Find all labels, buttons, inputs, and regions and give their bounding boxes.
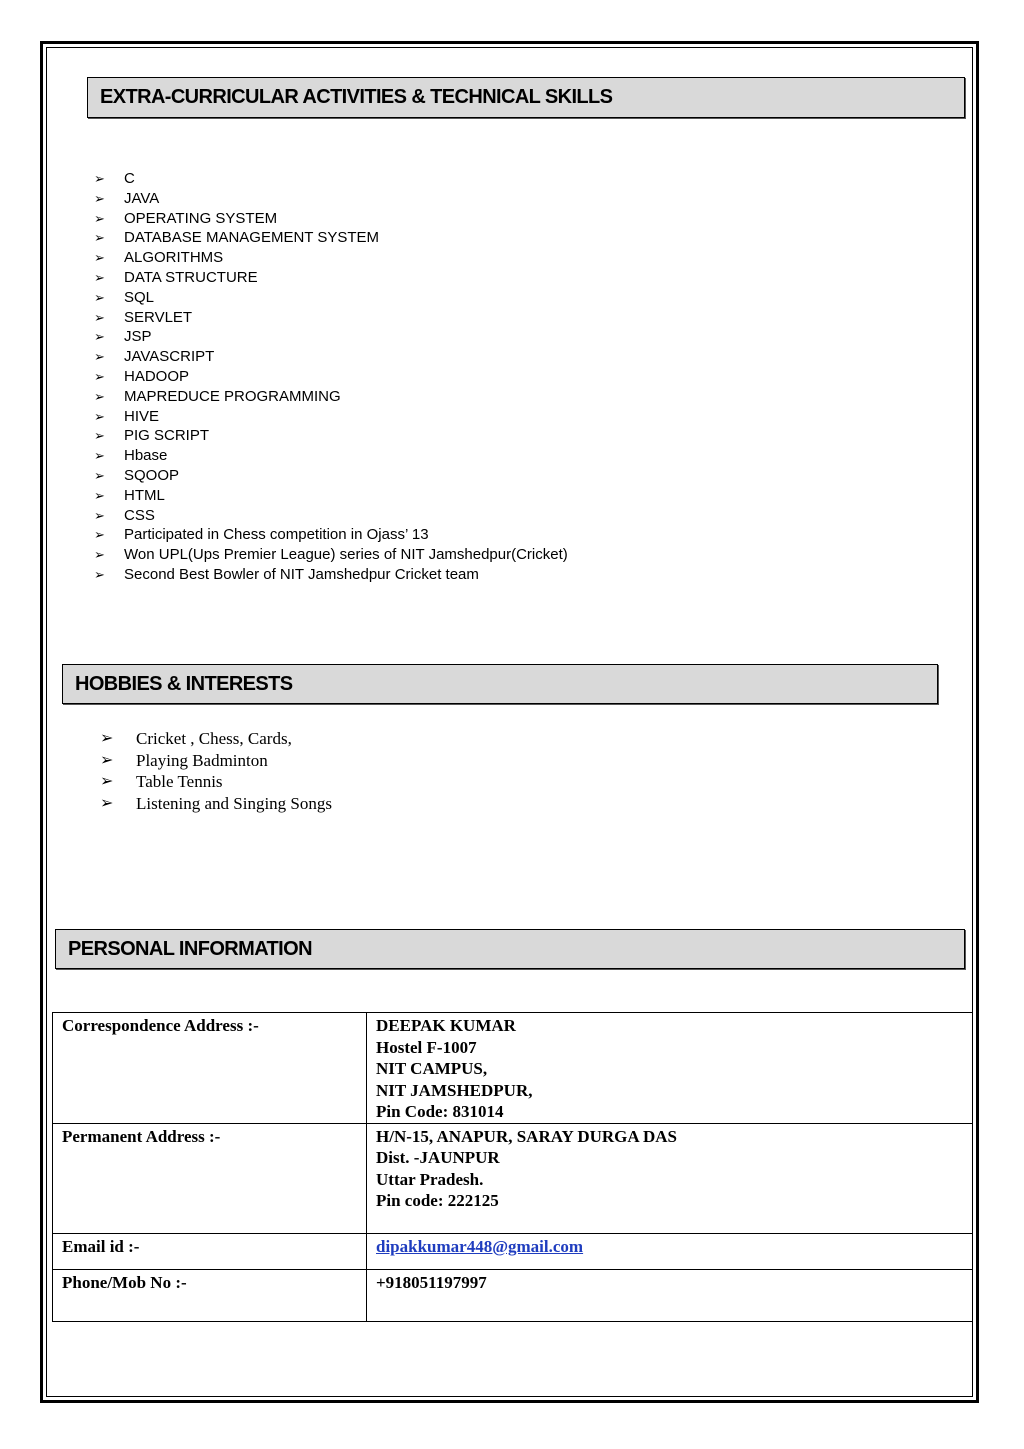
arrow-bullet-icon: ➢ [94, 547, 105, 563]
list-item: ➢ C [94, 170, 135, 187]
list-item: ➢ DATABASE MANAGEMENT SYSTEM [94, 229, 380, 247]
arrow-bullet-icon: ➢ [94, 487, 105, 503]
list-item: ➢ Table Tennis [100, 772, 223, 791]
arrow-bullet-icon: ➢ [94, 448, 105, 464]
arrow-bullet-icon: ➢ [94, 507, 105, 523]
arrow-bullet-icon: ➢ [94, 309, 105, 325]
list-item: ➢ Second Best Bowler of NIT Jamshedpur Cricket team [94, 565, 479, 583]
phone-value: +918051197997 [367, 1269, 973, 1321]
arrow-bullet-icon: ➢ [94, 230, 105, 246]
hobbies-section-header [62, 664, 938, 704]
arrow-bullet-icon: ➢ [100, 751, 114, 769]
personal-info-table [52, 1012, 973, 1322]
arrow-bullet-icon: ➢ [94, 467, 105, 483]
list-item: ➢ HIVE [94, 407, 160, 425]
arrow-bullet-icon: ➢ [94, 368, 105, 384]
arrow-bullet-icon: ➢ [94, 428, 105, 444]
permanent-address: H/N-15, ANAPUR, SARAY DURGA DAS Dist. -JAUNPUR Uttar Pradesh. Pin code: 222125 [367, 1123, 973, 1233]
arrow-bullet-icon: ➢ [94, 289, 105, 305]
arrow-bullet-icon: ➢ [94, 527, 105, 543]
personal-section-header [55, 929, 965, 969]
arrow-bullet-icon: ➢ [94, 566, 105, 582]
arrow-bullet-icon: ➢ [100, 730, 114, 747]
list-item: ➢ Participated in Chess competition in Ojass’ 13 [94, 526, 429, 544]
list-item: ➢ JAVASCRIPT [94, 348, 215, 366]
hobbies-section-title: HOBBIES & INTERESTS [75, 672, 293, 695]
list-item: ➢ Playing Badminton [100, 750, 268, 770]
list-item: ➢ SERVLET [94, 308, 193, 326]
arrow-bullet-icon: ➢ [100, 794, 114, 812]
list-item: ➢ JSP [94, 328, 152, 346]
skills-list [94, 169, 568, 585]
arrow-bullet-icon: ➢ [100, 773, 114, 790]
correspondence-label: Correspondence Address :- [53, 1013, 367, 1124]
list-item: ➢ Hbase [94, 447, 168, 465]
list-item: ➢ Listening and Singing Songs [100, 793, 332, 813]
skills-section-header [87, 77, 965, 118]
list-item: ➢ HTML [94, 486, 165, 504]
hobbies-list [100, 728, 332, 814]
list-item: ➢ OPERATING SYSTEM [94, 209, 278, 227]
list-item: ➢ DATA STRUCTURE [94, 268, 258, 286]
list-item: ➢ Won UPL(Ups Premier League) series of NIT Jamshedpur(Cricket) [94, 546, 568, 564]
arrow-bullet-icon: ➢ [94, 250, 105, 266]
arrow-bullet-icon: ➢ [94, 190, 105, 206]
email-link[interactable]: dipakkumar448@gmail.com [376, 1236, 584, 1256]
list-item: ➢ HADOOP [94, 367, 190, 385]
email-label: Email id :- [53, 1233, 367, 1269]
arrow-bullet-icon: ➢ [94, 388, 105, 404]
arrow-bullet-icon: ➢ [94, 349, 105, 365]
list-item: ➢ SQL [94, 288, 155, 306]
arrow-bullet-icon: ➢ [94, 210, 105, 226]
list-item: ➢ JAVA [94, 189, 160, 207]
arrow-bullet-icon: ➢ [94, 408, 105, 424]
list-item: ➢ MAPREDUCE PROGRAMMING [94, 387, 341, 405]
personal-section-title: PERSONAL INFORMATION [68, 937, 312, 960]
table-row [53, 1233, 973, 1269]
arrow-bullet-icon: ➢ [94, 269, 105, 285]
arrow-bullet-icon: ➢ [94, 171, 105, 186]
list-item: ➢ PIG SCRIPT [94, 427, 210, 445]
correspondence-address: DEEPAK KUMAR Hostel F-1007 NIT CAMPUS, NIT JAMSHEDPUR, Pin Code: 831014 [367, 1013, 973, 1124]
table-row [53, 1269, 973, 1321]
table-row [53, 1013, 973, 1124]
table-row [53, 1123, 973, 1233]
list-item: ➢ Cricket , Chess, Cards, [100, 729, 292, 748]
arrow-bullet-icon: ➢ [94, 329, 105, 345]
list-item: ➢ ALGORITHMS [94, 249, 224, 267]
phone-label: Phone/Mob No :- [53, 1269, 367, 1321]
list-item: ➢ CSS [94, 506, 155, 524]
skills-section-title: EXTRA-CURRICULAR ACTIVITIES & TECHNICAL SKILLS [100, 86, 613, 108]
permanent-label: Permanent Address :- [53, 1123, 367, 1233]
list-item: ➢ SQOOP [94, 466, 180, 484]
